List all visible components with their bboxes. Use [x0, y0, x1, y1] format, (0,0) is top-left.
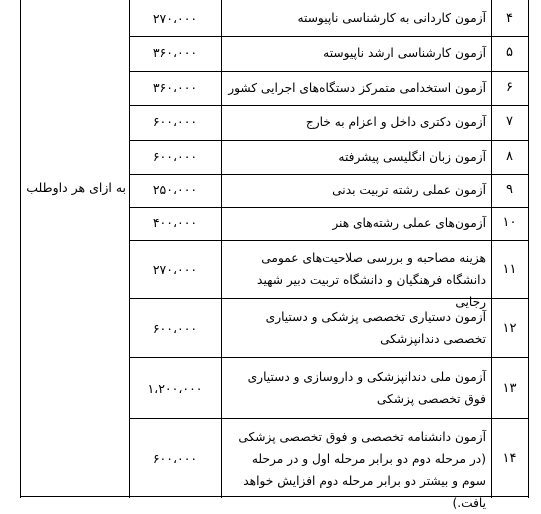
row-number: ۱۳ — [502, 381, 517, 396]
column-divider — [221, 0, 222, 498]
exam-title: آزمون‌های عملی رشته‌های هنر — [332, 216, 486, 230]
fee-amount: ۲۵۰،۰۰۰ — [152, 182, 198, 197]
row-number: ۷ — [506, 114, 513, 129]
row-number: ۶ — [506, 80, 513, 95]
row-divider — [129, 36, 529, 37]
row-number: ۱۱ — [502, 262, 517, 277]
unit-label: به ازای هر داوطلب — [26, 180, 126, 195]
fee-amount: ۴۰۰،۰۰۰ — [152, 215, 198, 230]
fee-amount: ۶۰۰،۰۰۰ — [152, 451, 198, 466]
table-border-left — [20, 0, 21, 498]
exam-title: آزمون دانشنامه تخصصی و فوق تخصصی پزشکی (در مرحله دوم دو برابر مرحله اول و در مرحله سوم و بیشتر دو برابر مرحله دوم افزایش خواهد یافت.) — [238, 430, 486, 510]
exam-title: آزمون عملی رشته تربیت بدنی — [332, 183, 486, 197]
fee-amount: ۲۷۰،۰۰۰ — [152, 11, 198, 26]
fee-amount: ۱،۲۰۰،۰۰۰ — [147, 381, 203, 396]
row-number: ۸ — [506, 149, 513, 164]
column-divider — [129, 0, 130, 498]
exam-title: آزمون کاردانی به کارشناسی ناپیوسته — [297, 11, 486, 25]
row-divider — [129, 240, 529, 241]
fee-amount: ۲۷۰،۰۰۰ — [152, 262, 198, 277]
exam-title: آزمون زبان انگلیسی پیشرفته — [338, 150, 486, 164]
row-number: ۵ — [506, 45, 513, 60]
fee-amount: ۶۰۰،۰۰۰ — [152, 149, 198, 164]
row-divider — [129, 140, 529, 141]
row-divider — [129, 71, 529, 72]
row-divider — [129, 357, 529, 358]
fee-amount: ۳۶۰،۰۰۰ — [152, 45, 198, 60]
row-divider — [129, 207, 529, 208]
fee-amount: ۳۶۰،۰۰۰ — [152, 80, 198, 95]
row-number: ۱۰ — [502, 215, 517, 230]
column-divider — [491, 0, 492, 498]
fee-amount: ۶۰۰،۰۰۰ — [152, 321, 198, 336]
fee-amount: ۶۰۰،۰۰۰ — [152, 114, 198, 129]
row-divider — [129, 174, 529, 175]
row-divider — [129, 105, 529, 106]
table-border-right — [528, 0, 529, 498]
exam-title: هزینه مصاحبه و بررسی صلاحیت‌های عمومی دانشگاه فرهنگیان و دانشگاه تربیت دبیر شهید رجایی — [257, 251, 486, 309]
row-divider — [129, 418, 529, 419]
exam-title: آزمون دکتری داخل و اعزام به خارج — [305, 115, 486, 129]
exam-title: آزمون کارشناسی ارشد ناپیوسته — [323, 46, 486, 60]
exam-title: آزمون استخدامی متمرکز دستگاه‌های اجرایی کشور — [228, 81, 486, 95]
exam-title: آزمون دستیاری تخصصی پزشکی و دستیاری تخصصی دندانپزشکی — [265, 310, 486, 346]
row-number: ۹ — [506, 182, 513, 197]
exam-title: آزمون ملی دندانپزشکی و داروسازی و دستیاری فوق تخصصی پزشکی — [247, 370, 486, 406]
row-number: ۴ — [506, 11, 513, 26]
row-number: ۱۲ — [502, 321, 517, 336]
row-number: ۱۴ — [502, 451, 517, 466]
